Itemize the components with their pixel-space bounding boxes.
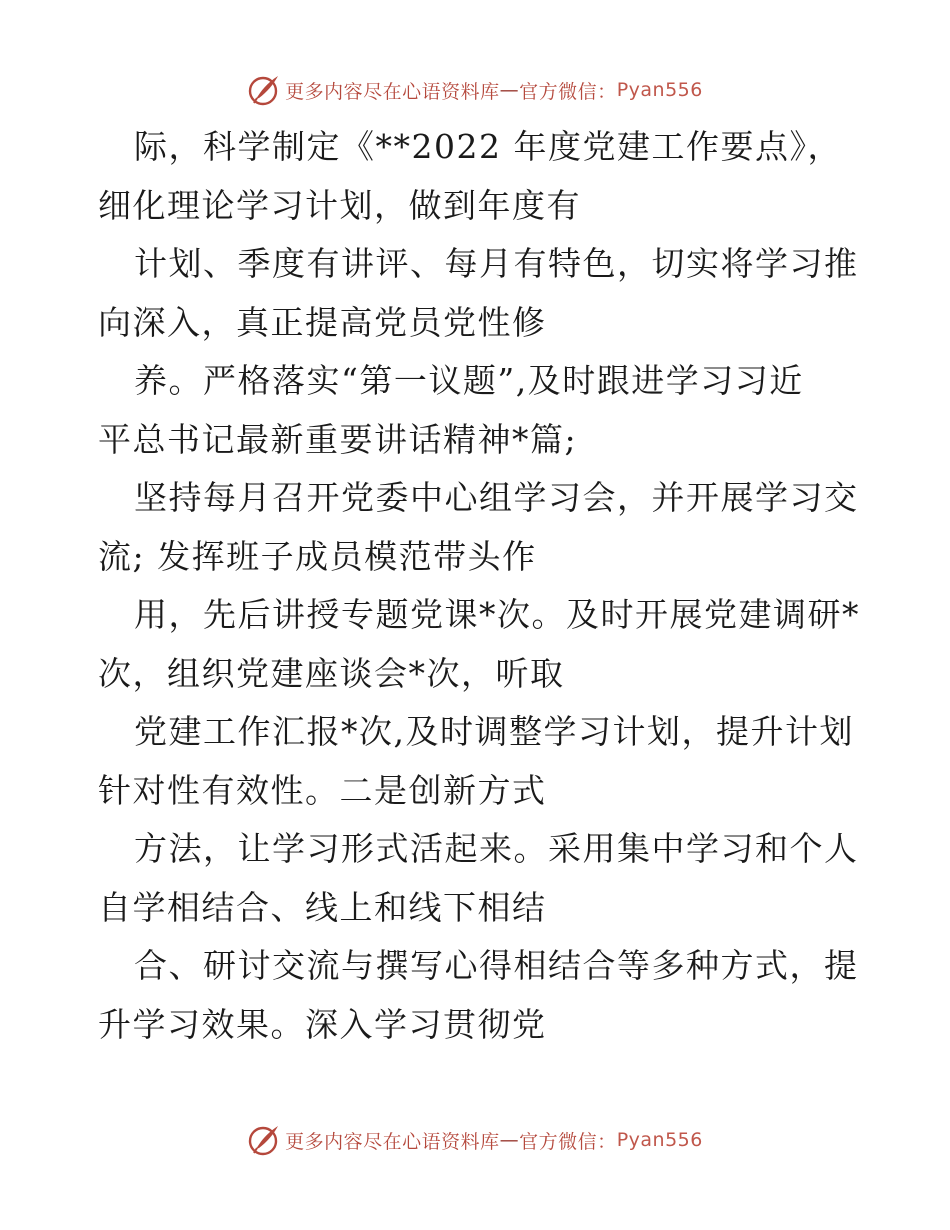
text-line-5: 养。严格落实“第一议题”,及时跟进学习习近 [134, 361, 804, 400]
watermark-wechat-id: Pyan556 [616, 1129, 703, 1151]
text-line-12: 针对性有效性。二是创新方式 [98, 770, 547, 810]
watermark-wechat-id: Pyan556 [616, 79, 703, 101]
text-line-3: 计划、季度有讲评、每月有特色，切实将学习推 [134, 244, 859, 283]
watermark-brand: 更多内容尽在心语资料库 [285, 1130, 500, 1153]
text-line-6: 平总书记最新重要讲话精神*篇; [98, 419, 578, 459]
watermark-official-label: 官方微信： [519, 1130, 617, 1153]
text-line-14: 自学相结合、线上和线下相结 [98, 887, 547, 927]
text-line-2: 细化理论学习计划，做到年度有 [98, 185, 581, 225]
watermark-separator: — [499, 1129, 520, 1151]
header-watermark [0, 70, 950, 110]
text-line-16: 升学习效果。深入学习贯彻党 [98, 1004, 547, 1044]
text-line-9: 用，先后讲授专题党课*次。及时开展党建调研* [134, 595, 860, 634]
quill-pen-logo-icon [247, 73, 281, 107]
watermark-separator: — [499, 79, 520, 101]
text-line-11: 党建工作汇报*次,及时调整学习计划，提升计划 [134, 712, 854, 751]
document-body [98, 118, 858, 1054]
watermark-brand: 更多内容尽在心语资料库 [285, 80, 500, 103]
footer-watermark [0, 1120, 950, 1160]
quill-pen-logo-icon [247, 1123, 281, 1157]
text-line-10: 次，组织党建座谈会*次，听取 [98, 653, 565, 693]
text-line-7: 坚持每月召开党委中心组学习会，并开展学习交 [134, 478, 859, 517]
text-line-1: 际，科学制定《**2022 年度党建工作要点》， [134, 127, 842, 166]
text-line-15: 合、研讨交流与撰写心得相结合等多种方式，提 [134, 946, 859, 985]
text-line-4: 向深入，真正提高党员党性修 [98, 302, 547, 342]
text-line-8: 流; 发挥班子成员模范带头作 [98, 536, 537, 576]
watermark-official-label: 官方微信： [519, 80, 617, 103]
text-line-13: 方法，让学习形式活起来。采用集中学习和个人 [134, 829, 859, 868]
